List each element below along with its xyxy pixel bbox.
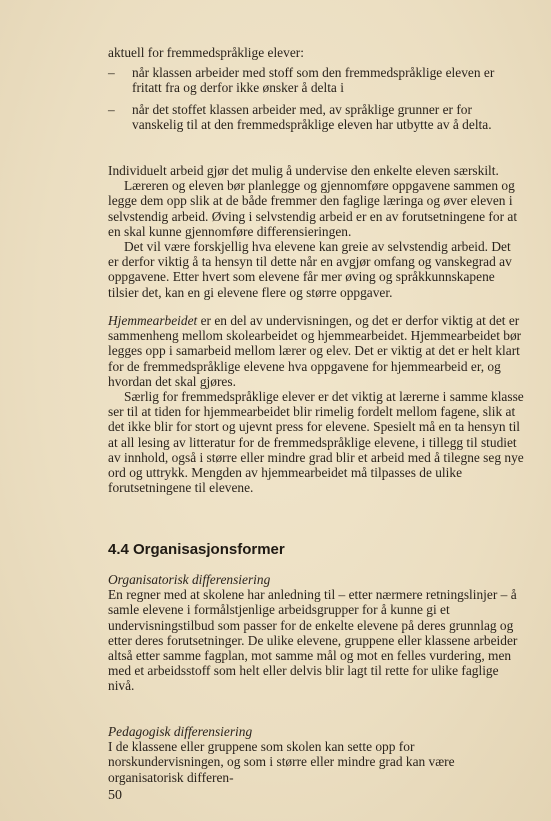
individual-work-section: [108, 163, 524, 300]
paragraph: [108, 313, 524, 389]
paragraph-text: er en del av undervisningen, og det er derfor viktig at det er sammenheng mellom skolearbeidet og hjemmearbeidet. Hjemmearbeidet bør legges opp i samarbeid mellom lærer og elev. Det er viktig at det er helt klart for de fremmedspråklige elevene hva oppgavene for hjemmearbeid er, og hvordan det skal gjøres.: [108, 313, 522, 389]
bullet-item-2: [108, 102, 524, 132]
section-heading: 4.4 Organisasjonsformer: [108, 541, 285, 558]
paragraph: Det vil være forskjellig hva elevene kan greie av selvstendig arbeid. Det er derfor viktig å ta hensyn til dette når en avgjør omfang og vanskegrad av oppgavene. Etter hvert som elevene får mer øving og språkkunnskapene tilsier det, kan en gi elevene flere og større oppgaver.: [108, 239, 512, 300]
subheading: Pedagogisk differensiering: [108, 724, 253, 739]
organizational-section: [108, 572, 524, 694]
page-number: 50: [108, 788, 122, 803]
paragraph: En regner med at skolene har anledning til – etter nærmere retningslinjer – å samle elevene i formålstjenlige arbeidsgrupper for å kunne gi et undervisningstilbud som passer for de enkelte elevene på deres grunnlag og etter deres forutsetninger. De ulike elevene, gruppene eller klassene arbeider altså etter samme fagplan, mot samme mål og mot en felles vurdering, men med et arbeidsstoff som helt eller delvis blir lagt til rette for ulike faglige nivå.: [108, 587, 518, 694]
paragraph: Individuelt arbeid gjør det mulig å undervise den enkelte eleven særskilt.: [108, 163, 499, 178]
paragraph: I de klassene eller gruppene som skolen kan sette opp for norskundervisningen, og som i større eller mindre grad kan være organisatorisk differen-: [108, 739, 455, 785]
bullet-dash: –: [108, 101, 115, 117]
intro-line: aktuell for fremmedspråklige elever:: [108, 45, 304, 60]
subheading: Organisatorisk differensiering: [108, 572, 271, 587]
pedagogical-section: [108, 724, 524, 785]
bullet-list: [108, 65, 524, 132]
bullet-item-1: [108, 65, 524, 95]
paragraph: Særlig for fremmedspråklige elever er det viktig at lærerne i samme klasse ser til at tiden for hjemmearbeidet blir rimelig fordelt mellom fagene, slik at det ikke blir for stort og ujevnt press for elevene. Spesielt må en ta hensyn til at all lesing av litteratur for de fremmedspråklige elevene, i tillegg til studiet av innhold, også i større eller mindre grad blir et arbeid med å tilegne seg nye ord og uttrykk. Mengden av hjemmearbeidet må tilpasses de ulike forutsetningene til elevene.: [108, 389, 524, 496]
paragraph: Læreren og eleven bør planlegge og gjennomføre oppgavene sammen og legge dem opp slik at de både fremmer den faglige læringa og øver eleven i selvstendig arbeid. Øving i selvstendig arbeid er en av forutsetningene for at en skal kunne gjennomføre differensieringen.: [108, 178, 518, 239]
bullet-text: når klassen arbeider med stoff som den fremmedspråklige eleven er fritatt fra og derfor ikke ønsker å delta i: [132, 65, 495, 96]
bullet-dash: –: [108, 65, 115, 81]
bullet-text: når det stoffet klassen arbeider med, av språklige grunner er for vanskelig til at den fremmedspråklige eleven har utbytte av å delta.: [132, 101, 492, 132]
italic-term: Hjemmearbeidet: [108, 313, 198, 328]
intro-block: [108, 45, 524, 132]
homework-section: [108, 313, 524, 495]
